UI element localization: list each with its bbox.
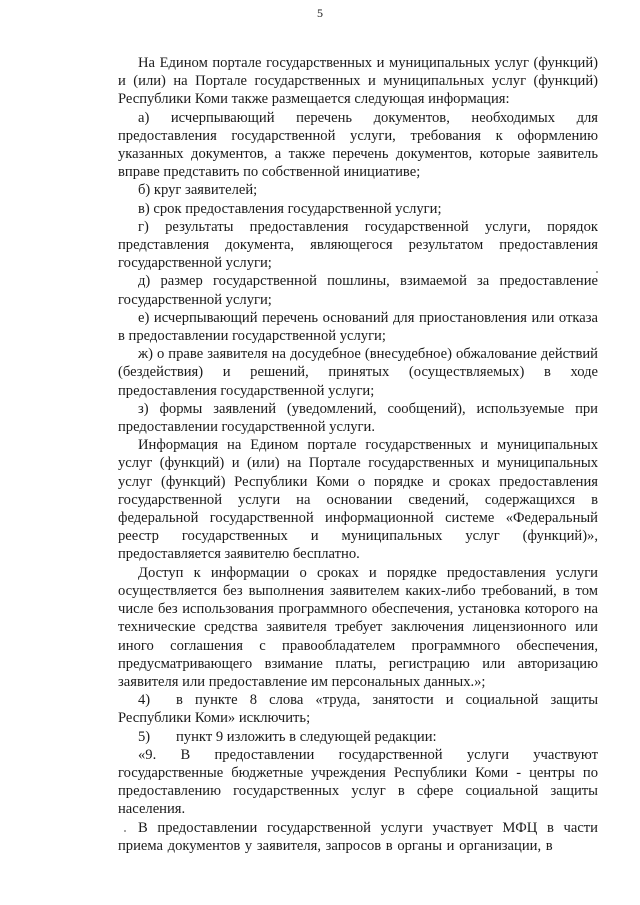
paragraph: з) формы заявлений (уведомлений, сообщений), используемые при предоставлении государственной услуги. xyxy=(118,400,598,436)
paragraph: На Едином портале государственных и муниципальных услуг (функций) и (или) на Портале государственных и муниципальных услуг (функций) Республики Коми также размещается следующая информация: xyxy=(118,55,598,108)
scan-speck xyxy=(124,830,126,832)
list-item-number: 4) xyxy=(138,692,151,709)
document-body xyxy=(118,54,598,855)
list-item-number: 5) xyxy=(138,728,151,745)
list-item-4 xyxy=(118,691,598,727)
list-item-text: в пункте 8 слова «труда, занятости и социальной защиты Республики Коми» исключить; xyxy=(118,692,598,727)
list-item-5 xyxy=(118,728,598,746)
paragraph: ж) о праве заявителя на досудебное (внесудебное) обжалование действий (бездействия) и решений, принятых (осуществляемых) в ходе предоставления государственной услуги; xyxy=(118,346,598,399)
paragraph: е) исчерпывающий перечень оснований для приостановления или отказа в предоставлении государственной услуги; xyxy=(118,309,598,345)
page-number: 5 xyxy=(317,6,323,20)
paragraph-9: «9. В предоставлении государственной услуги участвуют государственные бюджетные учреждения Республики Коми - центры по предоставлению государственных услуг в сфере социальной защиты населения. xyxy=(118,746,598,818)
paragraph-last: В предоставлении государственной услуги участвует МФЦ в части приема документов у заявителя, запросов в органы и организации, в xyxy=(118,819,598,854)
paragraph: Информация на Едином портале государственных и муниципальных услуг (функций) и (или) на Портале государственных и муниципальных услуг (функций) Республики Коми о порядке и сроках предоставления государственной услуги на основании сведений, содержащихся в федеральной государственной информационной системе «Федеральный реестр государственных и муниципальных услуг (функций)», предоставляется заявителю бесплатно. xyxy=(118,437,598,563)
list-item-text: пункт 9 изложить в следующей редакции: xyxy=(176,728,437,745)
paragraph: в) срок предоставления государственной услуги; xyxy=(138,200,442,217)
paragraph: б) круг заявителей; xyxy=(138,182,258,199)
paragraph: г) результаты предоставления государственной услуги, порядок представления документа, являющегося результатом предоставления государственной услуги; xyxy=(118,218,598,272)
paragraph: д) размер государственной пошлины, взимаемой за предоставление государственной услуги; xyxy=(118,273,598,308)
scan-speck xyxy=(596,271,598,273)
paragraph: Доступ к информации о сроках и порядке предоставления услуги осуществляется без выполнения заявителем каких-либо требований, в том числе без использования программного обеспечения, установка которого на технические средства заявителя требует заключения лицензионного или иного соглашения с правообладателем программного обеспечения, предусматривающего взимание платы, регистрацию или авторизацию заявителя или предоставление им персональных данных.»; xyxy=(118,564,598,690)
paragraph: а) исчерпывающий перечень документов, необходимых для предоставления государственной услуги, требования к оформлению указанных документов, а также перечень документов, которые заявитель вправе представить по собственной инициативе; xyxy=(118,109,598,181)
